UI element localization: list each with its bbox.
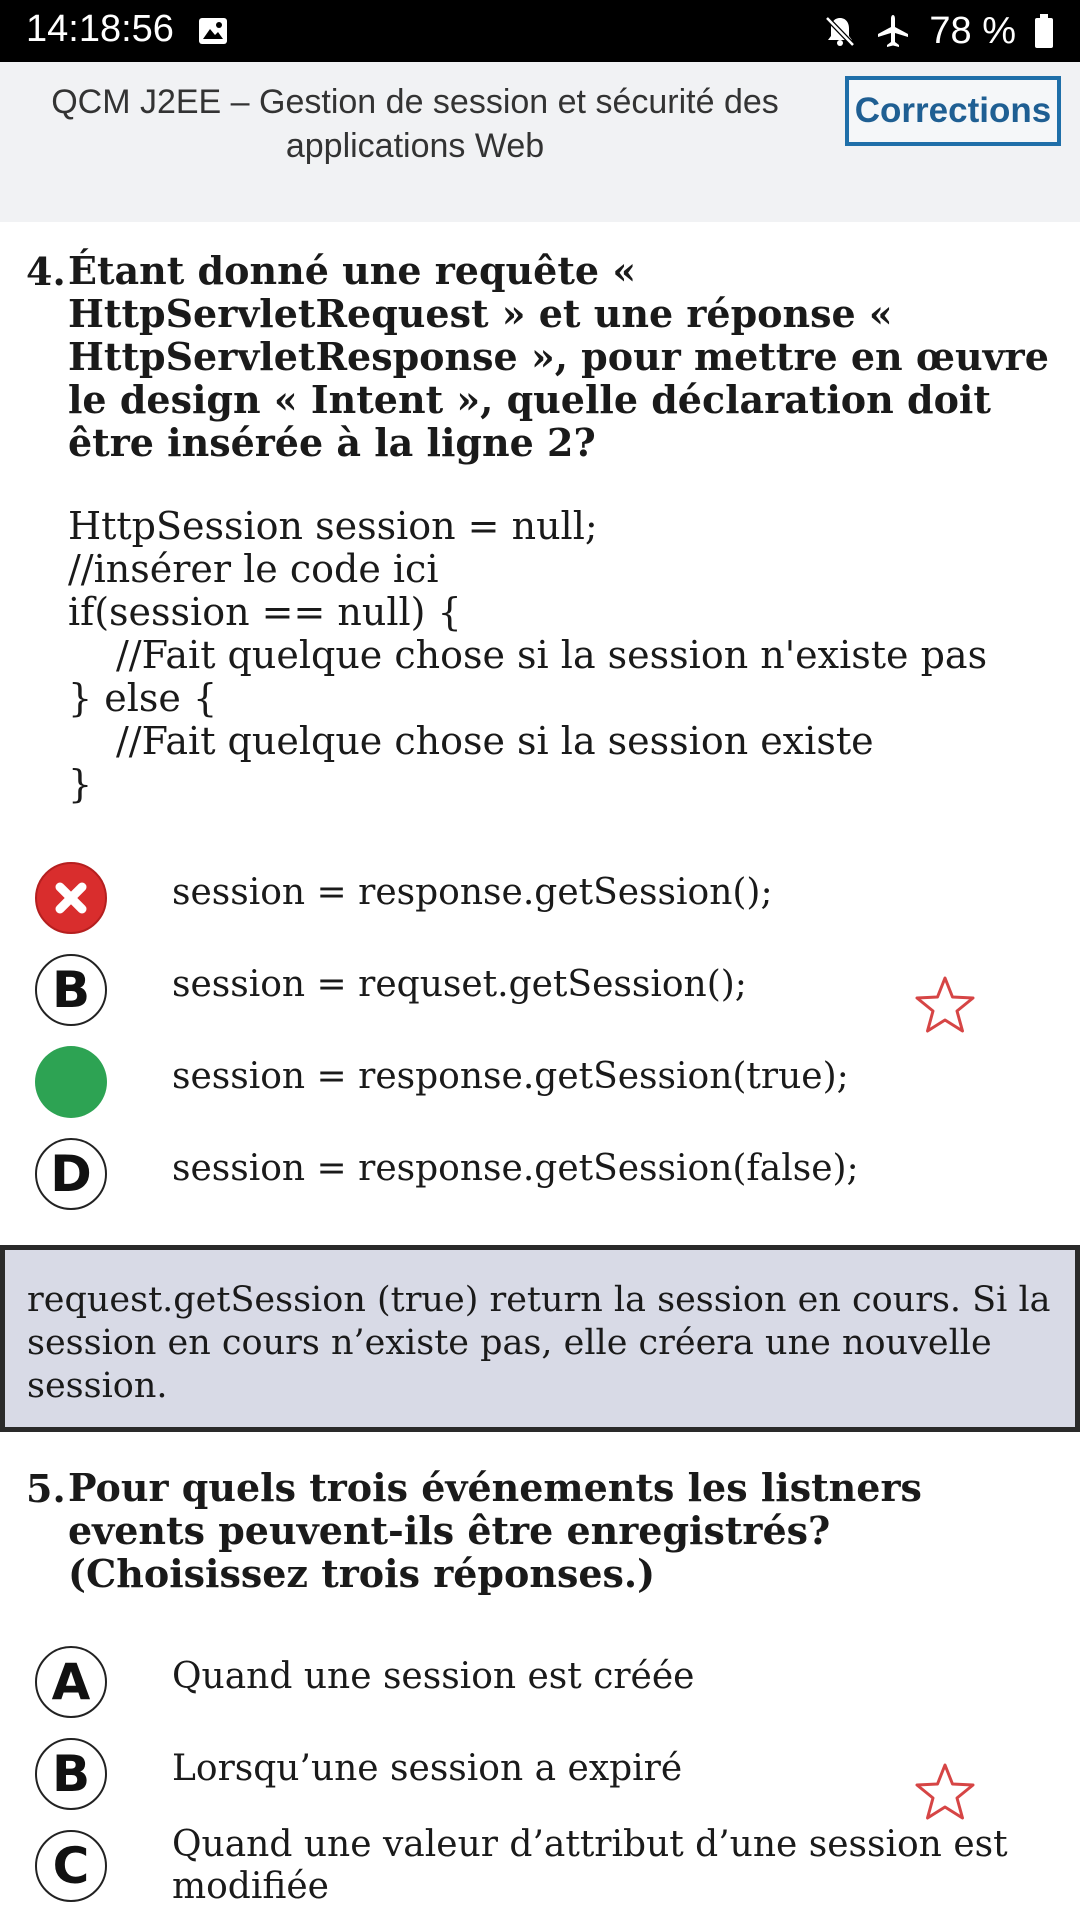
option-label: Lorsqu’une session a expiré bbox=[172, 1748, 683, 1789]
option-label: session = response.getSession(true); bbox=[172, 1056, 849, 1097]
q4-option-c[interactable] bbox=[0, 1046, 1080, 1126]
status-time: 14:18:56 bbox=[26, 8, 174, 50]
battery-level: 78 % bbox=[929, 9, 1016, 52]
airplane-icon bbox=[875, 13, 911, 49]
question-5-text: Pour quels trois événements les listners events peuvent-ils être enregistrés? (Choisissez trois réponses.) bbox=[68, 1465, 922, 1596]
option-letter-badge: A bbox=[35, 1646, 107, 1718]
code-line: if(session == null) { bbox=[68, 590, 462, 634]
question-4-code bbox=[68, 505, 987, 806]
app-header bbox=[0, 62, 1080, 222]
option-letter-badge: B bbox=[35, 1738, 107, 1810]
option-label: session = requset.getSession(); bbox=[172, 964, 747, 1005]
correct-answer-icon bbox=[35, 1046, 107, 1118]
q5-star-icon[interactable] bbox=[913, 1762, 977, 1822]
q4-star-icon[interactable] bbox=[913, 975, 977, 1035]
option-letter-badge: B bbox=[35, 954, 107, 1026]
gallery-icon bbox=[198, 17, 228, 45]
option-letter-badge: C bbox=[35, 1830, 107, 1902]
code-line: //insérer le code ici bbox=[68, 547, 439, 591]
page-title: QCM J2EE – Gestion de session et sécurité des applications Web bbox=[51, 83, 779, 165]
question-4-text: Étant donné une requête « HttpServletRequest » et une réponse « HttpServletResponse », pour mettre en œuvre le design « Intent », quelle déclaration doit être insérée à la ligne 2? bbox=[68, 248, 1049, 465]
code-line: } else { bbox=[68, 676, 218, 720]
option-label: session = response.getSession(false); bbox=[172, 1148, 859, 1189]
q4-option-a[interactable] bbox=[0, 862, 1080, 942]
question-5-number: 5. bbox=[26, 1466, 66, 1511]
wrong-answer-icon bbox=[35, 862, 107, 934]
option-label: session = response.getSession(); bbox=[172, 872, 773, 913]
code-line: //Fait quelque chose si la session n'existe pas bbox=[116, 633, 988, 677]
corrections-button[interactable]: Corrections bbox=[845, 76, 1061, 146]
code-line: HttpSession session = null; bbox=[68, 504, 598, 548]
option-letter-badge: D bbox=[35, 1138, 107, 1210]
battery-icon bbox=[1034, 14, 1054, 48]
q4-option-d[interactable] bbox=[0, 1138, 1080, 1218]
question-4-number: 4. bbox=[26, 249, 66, 294]
q5-option-c[interactable] bbox=[0, 1824, 1080, 1920]
code-line: } bbox=[68, 762, 93, 806]
explanation-text: request.getSession (true) return la session en cours. Si la session en cours n’existe pas, elle créera une nouvelle session. bbox=[27, 1280, 1051, 1406]
status-bar bbox=[0, 0, 1080, 62]
option-label: Quand une valeur d’attribut d’une session est modifiée bbox=[172, 1824, 1008, 1907]
explanation-box bbox=[0, 1245, 1080, 1432]
option-label: Quand une session est créée bbox=[172, 1656, 695, 1697]
code-line: //Fait quelque chose si la session existe bbox=[116, 719, 874, 763]
bell-off-icon bbox=[823, 14, 857, 48]
q5-option-a[interactable] bbox=[0, 1646, 1080, 1726]
